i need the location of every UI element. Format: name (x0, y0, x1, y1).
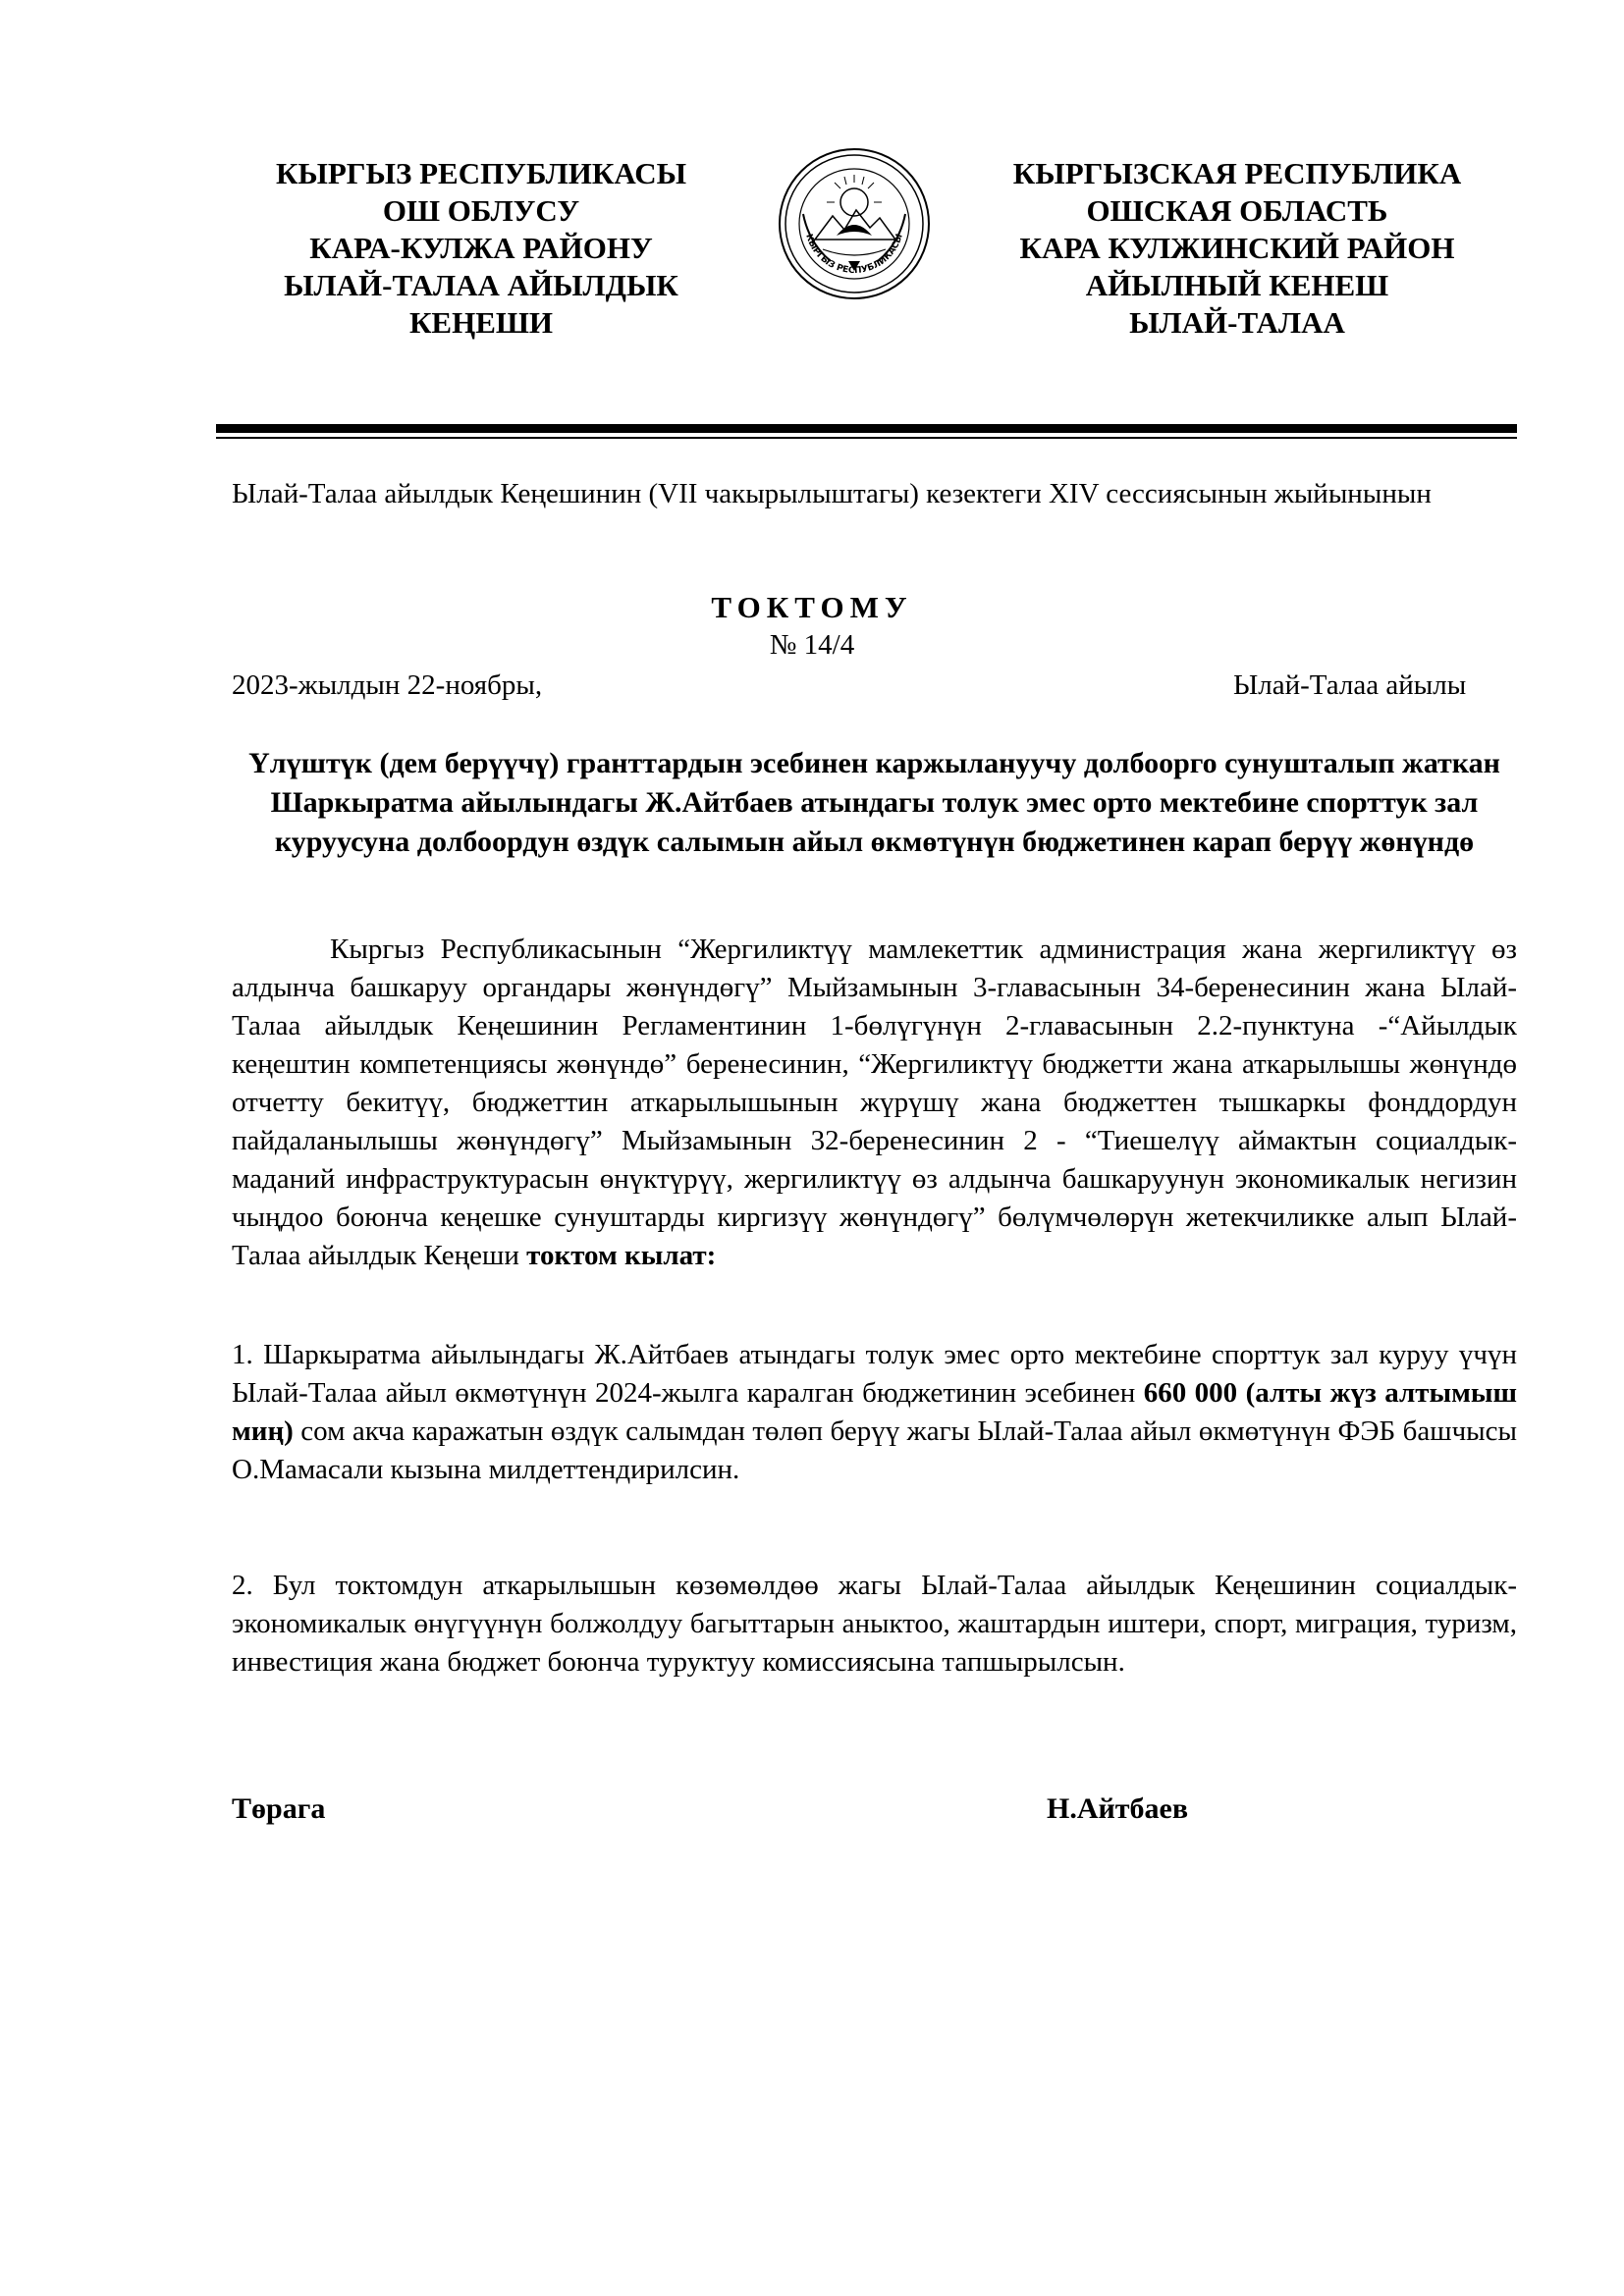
header-left-line: ОШ ОБЛУСУ (382, 193, 580, 228)
document-subject: Үлүштүк (дем берүүчү) гранттардын эсебинен каржылануучу долбоорго сунушталып жаткан Шаркыратма айылындагы Ж.Айтбаев атындагы толук эмес орто мектебине спорттук зал куруусуна долбоордун өздүк салымын айыл өкмөтүнүн бюджетинен карап берүү жөнүндө (248, 747, 1500, 858)
item1-amount: 660 000 (алты жүз алтымыш миң) (232, 1377, 1517, 1447)
preamble-text: Кыргыз Республикасынын “Жергиликтүү мамлекеттик администрация жана жергиликтүү өз алдынча башкаруу органдары жөнүндөгү” Мыйзамынын 3-главасынын 34-беренесинин жана Ылай-Талаа айылдык Кеңешинин Регламентинин 1-бөлүгүнүн 2-главасынын 2.2-пунктуна -“Айылдык кеңештин компетенциясы жөнүндө” беренесинин, “Жергиликтүү бюджетти жана аткарылышы жөнүндө отчетту бекитүү, бюджеттин аткарылышынын жүрүшү жана бюджеттен тышкаркы фонддордун пайдаланылышы жөнүндөгү” Мыйзамынын 32-беренесинин 2 - “Тиешелүү аймактын социалдык-маданий инфраструктурасын өнүктүрүү, жергиликтүү өз алдынча башкаруунун экономикалык негизин чыңдоо боюнча кеңешке сунуштарды киргизүү жөнүндөгү” бөлүмчөлөрүн жетекчиликке алып Ылай-Талаа айылдык Кеңеши (232, 934, 1517, 1271)
header-right-line: ОШСКАЯ ОБЛАСТЬ (1086, 193, 1388, 228)
header-russian (972, 155, 1502, 342)
signature-title: Төрага (232, 1792, 326, 1825)
header-left-line: ЫЛАЙ-ТАЛАА АЙЫЛДЫК (284, 268, 678, 302)
emblem-caption: КЫРГЫЗ РЕСПУБЛИКАСЫ (803, 233, 905, 277)
header-divider-thick (216, 424, 1517, 433)
session-line: Ылай-Талаа айылдык Кеңешинин (VII чакырылыштагы) кезектеги XIV сессиясынын жыйынынын (232, 478, 1432, 509)
header-left-line: КЕҢЕШИ (408, 305, 554, 340)
document-number: № 14/4 (769, 629, 855, 661)
header-left-line: КАРА-КУЛЖА РАЙОНУ (309, 231, 653, 265)
header-divider-thin (216, 437, 1517, 439)
header-right-line: КАРА КУЛЖИНСКИЙ РАЙОН (1019, 231, 1455, 265)
item1-text-before: 1. Шаркыратма айылындагы Ж.Айтбаев атындагы толук эмес орто мектебине спорттук зал куруу үчүн Ылай-Талаа айыл өкмөтүнүн 2024-жылга каралган бюджетинин эсебинен (232, 1339, 1517, 1409)
resolution-item-2: 2. Бул токтомдун аткарылышын көзөмөлдөө жагы Ылай-Талаа айылдык Кеңешинин социалдык-экономикалык өнүгүүнүн болжолдуу багыттарын аныктоо, жаштардын иштери, спорт, миграция, туризм, инвестиция жана бюджет боюнча туруктуу комиссиясына тапшырылсын. (232, 1570, 1517, 1678)
document-title: ТОКТОМУ (711, 590, 913, 624)
item1-text-after: сом акча каражатын өздүк салымдан төлөп берүү жагы Ылай-Талаа айыл өкмөтүнүн ФЭБ башчысы О.Мамасали кызына милдеттендирилсин. (232, 1415, 1517, 1485)
header-left-line: КЫРГЫЗ РЕСПУБЛИКАСЫ (275, 156, 687, 190)
header-right-line: ЫЛАЙ-ТАЛАА (1129, 305, 1345, 340)
document-place: Ылай-Талаа айылы (1233, 669, 1467, 701)
preamble-paragraph (232, 931, 1517, 1275)
state-emblem-icon (776, 145, 933, 302)
resolution-item-1 (232, 1336, 1517, 1489)
document-date: 2023-жылдын 22-ноябры, (232, 669, 543, 701)
signature-name: Н.Айтбаев (1047, 1792, 1189, 1825)
header-right-line: АЙЫЛНЫЙ КЕНЕШ (1085, 268, 1389, 302)
header-right-line: КЫРГЫЗСКАЯ РЕСПУБЛИКА (1012, 156, 1462, 190)
preamble-resolution: токтом кылат: (526, 1240, 717, 1271)
header-kyrgyz (245, 155, 717, 342)
